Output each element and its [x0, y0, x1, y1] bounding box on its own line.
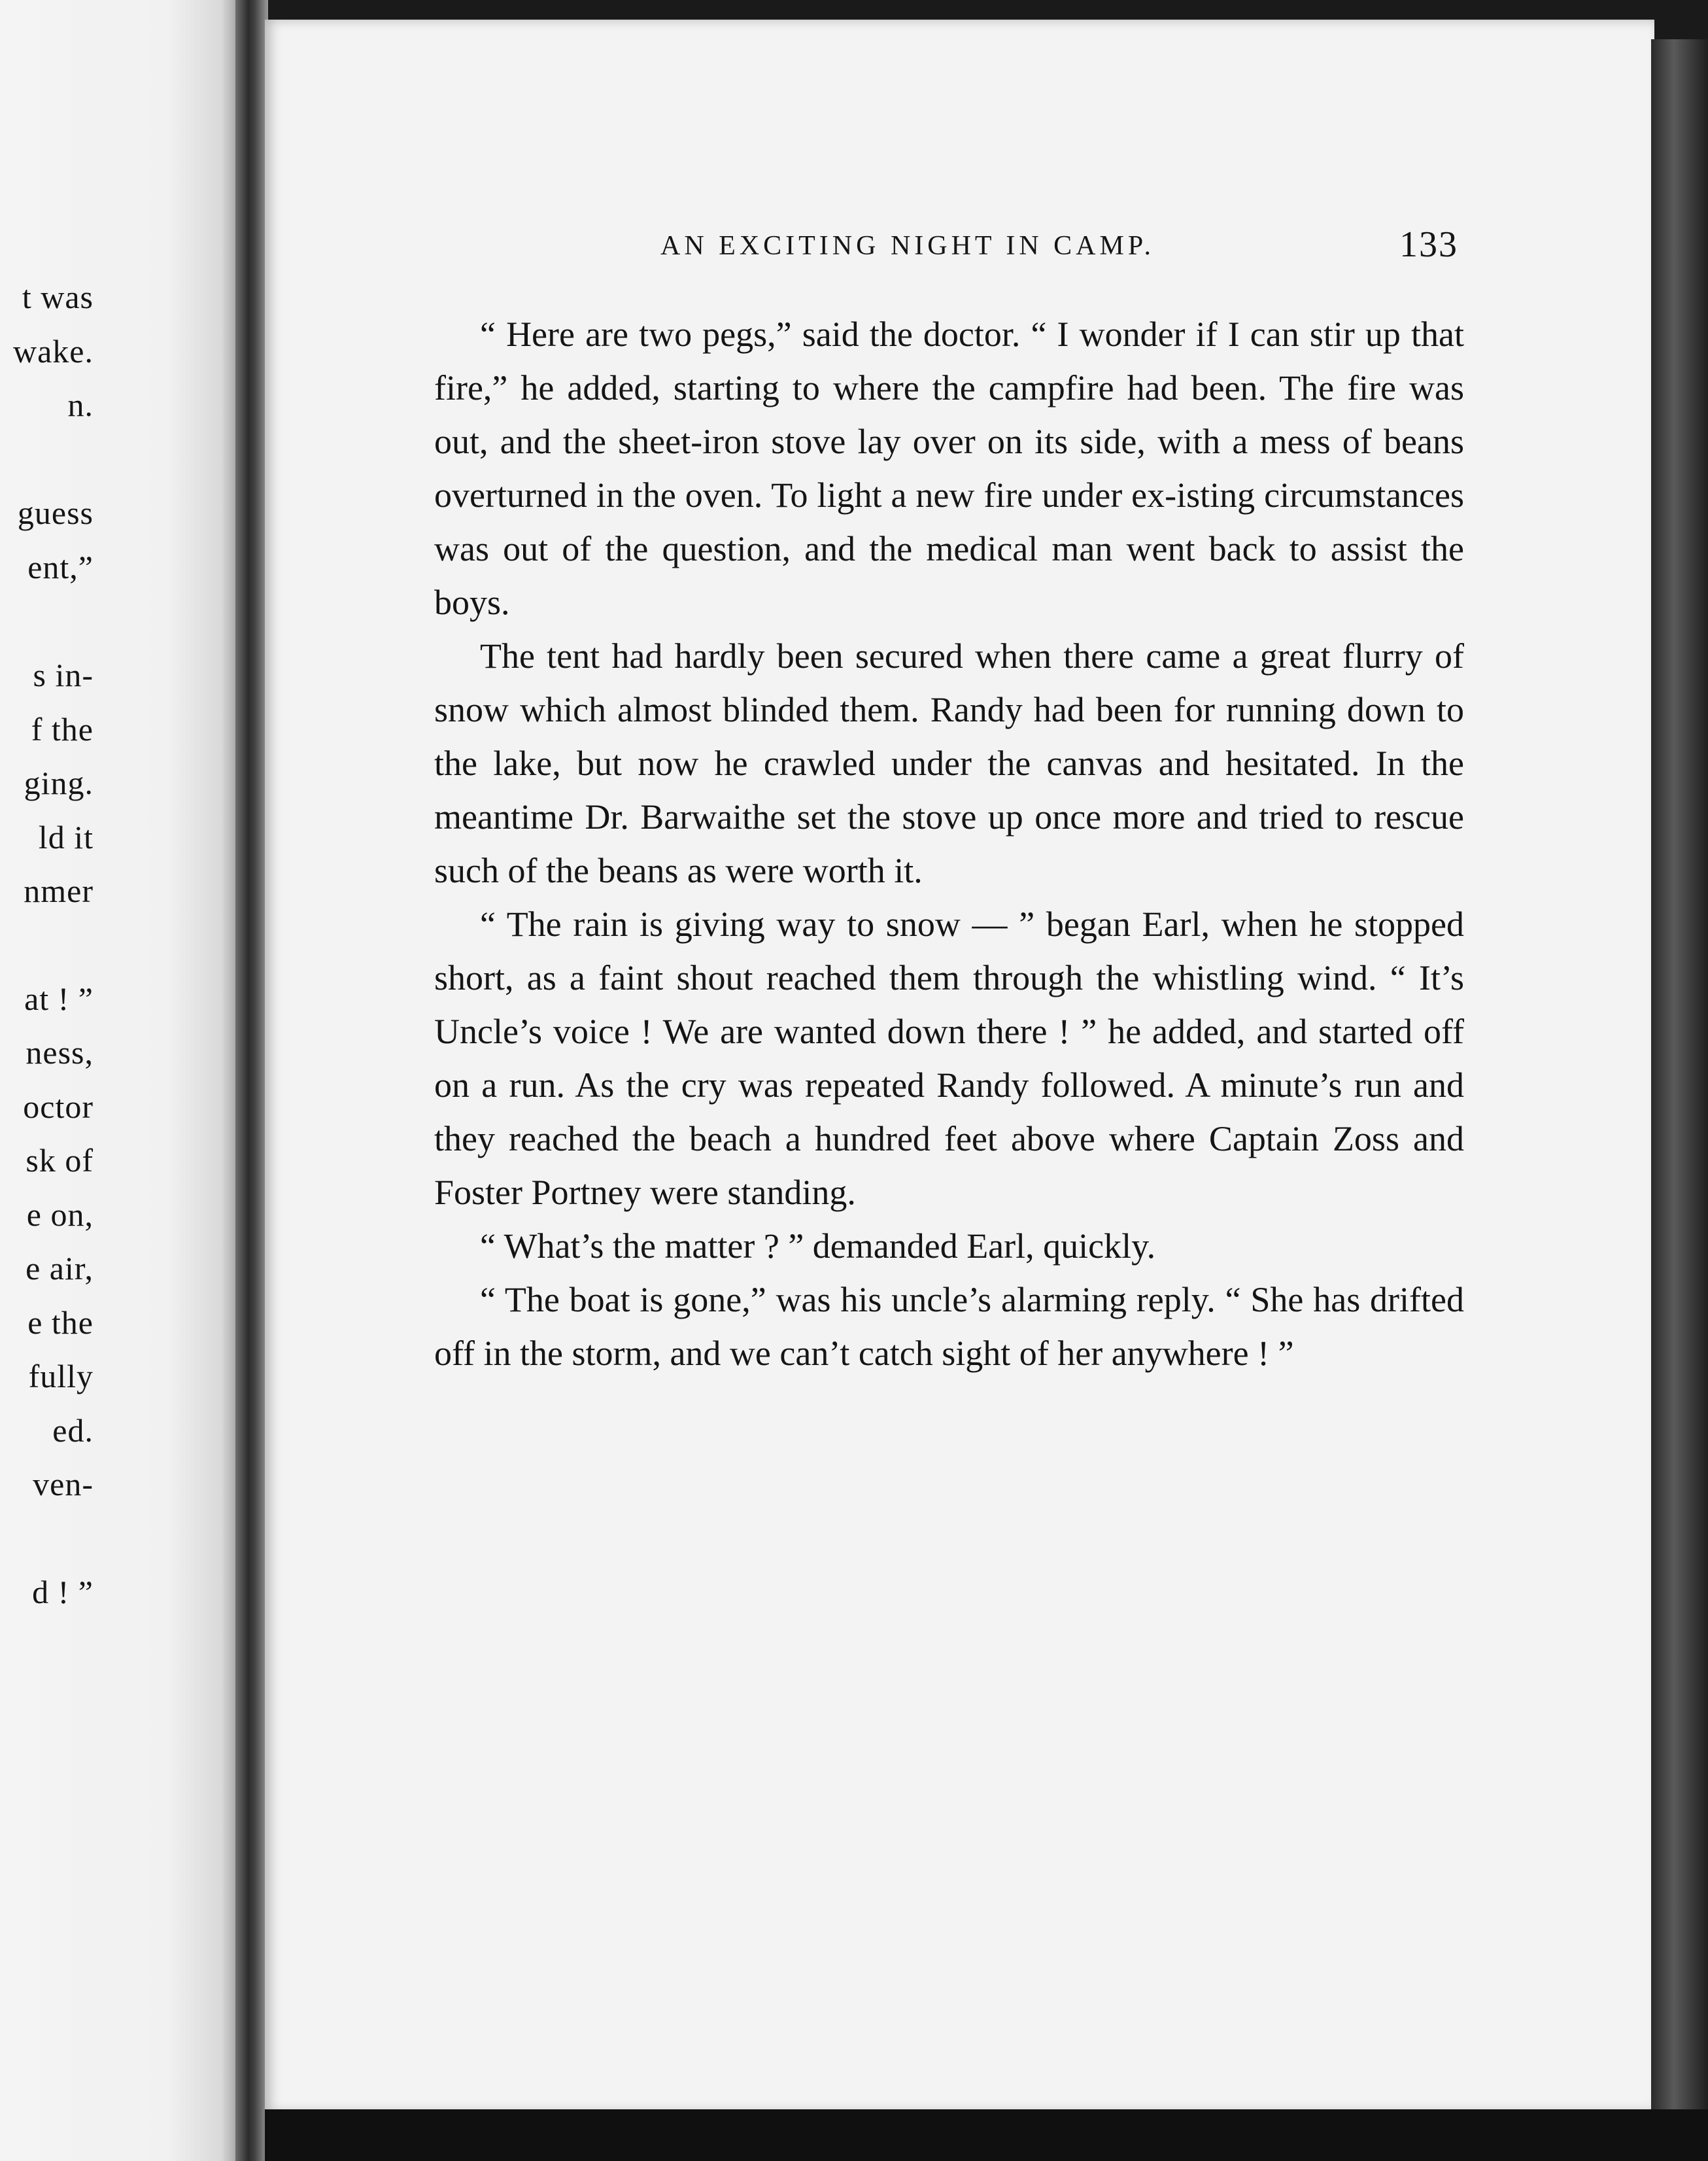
paragraph: “ The rain is giving way to snow — ” began Earl, when he stopped short, as a faint shout reached them through the whistling wind. “ It’s Uncle’s voice ! We are wanted down there ! ” he added, and started off on a run. As the cry was repeated Randy followed. A minute’s run and they reached the beach a hundred feet above where Captain Zoss and Foster Portney were standing.: [434, 905, 1464, 1212]
paragraph: “ Here are two pegs,” said the doctor. “ I wonder if I can stir up that fire,” he added, starting to where the campfire had been. The fire was out, and the sheet-iron stove lay over on its side, with a mess of beans overturned in the oven. To light a new fire under ex-isting circumstances was out of the question, and the medical man went back to assist the boys.: [434, 315, 1464, 622]
left-fragment-line: ging.: [24, 765, 94, 801]
left-fragment-line: e air,: [26, 1250, 94, 1287]
previous-page-fragment: [0, 0, 241, 2161]
left-fragment-line: octor: [23, 1088, 94, 1125]
left-fragment-line: wake.: [13, 333, 94, 370]
left-fragment-line: e the: [27, 1304, 94, 1341]
running-head: AN EXCITING NIGHT IN CAMP.: [660, 231, 1155, 261]
left-fragment-line: ed.: [52, 1412, 94, 1449]
paragraph: The tent had hardly been secured when there came a great flurry of snow which almost blinded them. Randy had been for running down to the lake, but now he crawled under the canvas and hesitated. In the meantime Dr. Barwaithe set the stove up once more and tried to rescue such of the beans as were worth it.: [434, 636, 1464, 890]
paragraph: “ What’s the matter ? ” demanded Earl, quickly.: [480, 1226, 1156, 1266]
scan-bottom-border: [265, 2109, 1708, 2161]
left-fragment-line: n.: [67, 387, 94, 423]
page-edge: [1651, 39, 1708, 2161]
left-fragment-line: guess: [17, 494, 94, 531]
left-fragment-line: t was: [22, 279, 94, 315]
left-fragment-line: ld it: [38, 819, 94, 856]
left-fragment-line: at ! ”: [24, 980, 94, 1017]
page-number: 133: [1399, 224, 1458, 265]
left-fragment-line: d ! ”: [32, 1574, 94, 1610]
book-gutter: [235, 0, 268, 2161]
left-fragment-line: sk of: [26, 1142, 94, 1179]
left-fragment-line: ven-: [33, 1466, 94, 1502]
left-fragment-line: nmer: [24, 873, 94, 909]
left-fragment-line: f the: [31, 711, 94, 748]
left-fragment-line: e on,: [26, 1196, 94, 1233]
body-text: [434, 307, 1464, 1380]
left-fragment-line: ness,: [26, 1034, 94, 1071]
paragraph: “ The boat is gone,” was his uncle’s alarming reply. “ She has drifted off in the storm, and we can’t catch sight of her anywhere ! ”: [434, 1280, 1464, 1373]
left-fragment-line: s in-: [33, 657, 94, 693]
left-fragment-line: ent,”: [27, 549, 94, 585]
left-fragment-line: fully: [28, 1358, 94, 1394]
